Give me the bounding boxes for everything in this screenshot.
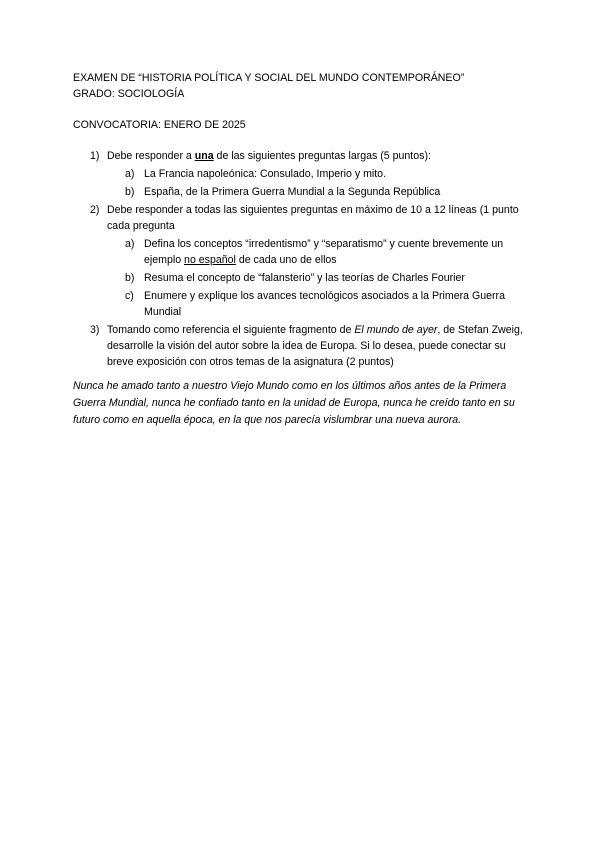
- question-number: 1): [90, 150, 100, 162]
- subquestion-item: c) Enumere y explique los avances tecnológicos asociados a la Primera Guerra Mundial: [125, 290, 505, 318]
- book-title: El mundo de ayer: [354, 324, 438, 336]
- question-number: 3): [90, 324, 100, 336]
- question-2: 2) Debe responder a todas las siguientes preguntas en máximo de 10 a 12 líneas (1 punto cada pregunta a) Defina los conceptos “irredentismo” y “separatismo” y cuente brevemente un ejemplo no español de cada uno de ellos b) Resuma el concepto de “falansterio” y las teorías de Charles Fourier c) Enumere y explique los avances tecnológicos asociados a la Primera Guerra Mundial: [90, 202, 530, 320]
- zweig-quote: Nunca he amado tanto a nuestro Viejo Mundo como en los últimos años antes de la Primera Guerra Mundial, nunca he confiado tanto en la unidad de Europa, nunca he creído tanto en su futuro como en aquella época, en la que nos parecía vislumbrar una nueva aurora.: [73, 380, 515, 426]
- subquestion-item: b) Resuma el concepto de “falansterio” y las teorías de Charles Fourier: [125, 272, 465, 284]
- option-item: a) La Francia napoleónica: Consulado, Imperio y mito.: [125, 168, 387, 180]
- subquestion-item: a) Defina los conceptos “irredentismo” y “separatismo” y cuente brevemente un ejemplo no español de cada uno de ellos: [125, 238, 504, 266]
- exam-session: CONVOCATORIA: ENERO DE 2025: [73, 119, 246, 131]
- question-2-subquestions: [107, 236, 530, 320]
- underline-no-espanol: no español: [184, 254, 236, 266]
- exam-header: [73, 70, 464, 102]
- exam-degree: GRADO: SOCIOLOGÍA: [73, 88, 185, 100]
- question-number: 2): [90, 204, 100, 216]
- question-1: 1) Debe responder a una de las siguientes preguntas largas (5 puntos): a) La Francia napoleónica: Consulado, Imperio y mito. b) España, de la Primera Guerra Mundial a la Segunda República: [90, 148, 530, 200]
- question-3: 3) Tomando como referencia el siguiente fragmento de El mundo de ayer, de Stefan Zweig, desarrolle la visión del autor sobre la idea de Europa. Si lo desea, puede conectar su breve exposición con otros temas de la asignatura (2 puntos): [90, 324, 523, 368]
- question-list: [90, 148, 530, 371]
- exam-title: EXAMEN DE “HISTORIA POLÍTICA Y SOCIAL DEL MUNDO CONTEMPORÁNEO”: [73, 72, 465, 84]
- option-item: b) España, de la Primera Guerra Mundial a la Segunda República: [125, 186, 441, 198]
- question-1-options: [107, 166, 530, 200]
- emphasis-una: una: [194, 150, 214, 162]
